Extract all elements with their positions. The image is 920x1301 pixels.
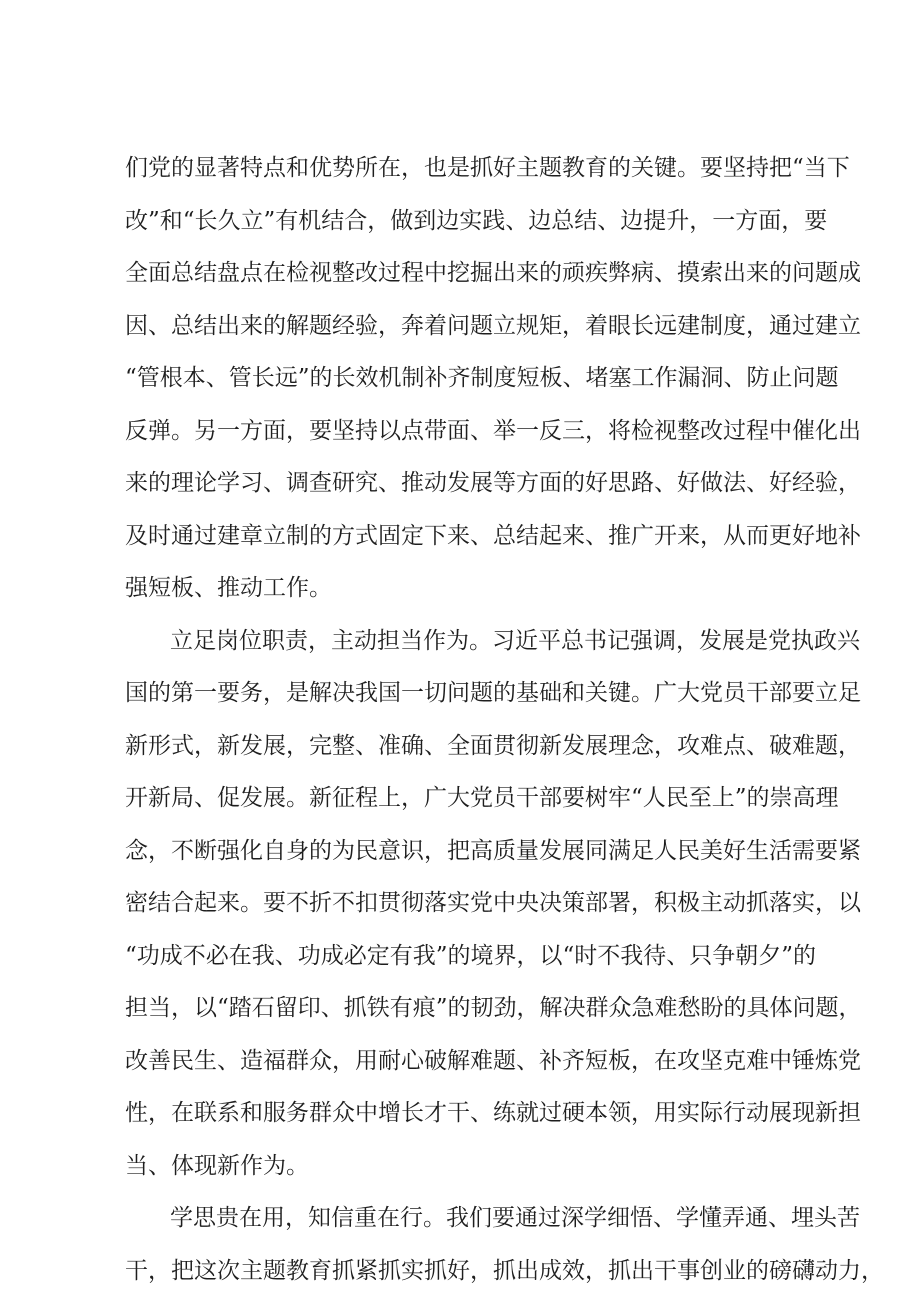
line-text: 改善民生、造福群众，用耐心破解难题、补齐短板，在攻坚克难中锤炼党 xyxy=(125,1048,861,1074)
line-text: 性，在联系和服务群众中增长才干、练就过硬本领，用实际行动展现新担 xyxy=(125,1100,861,1126)
text-line xyxy=(0,938,920,974)
line-text: 干，把这次主题教育抓紧抓实抓好，抓出成效，抓出干事创业的磅礴动力， xyxy=(125,1258,884,1284)
line-text: “功成不必在我、功成必定有我”的境界，以“时不我待、只争朝夕”的 xyxy=(125,943,817,969)
text-line xyxy=(0,780,920,816)
line-text: 反弹。另一方面，要坚持以点带面、举一反三，将检视整改过程中催化出 xyxy=(125,418,861,444)
text-line xyxy=(0,518,920,554)
line-text: 立足岗位职责，主动担当作为。习近平总书记强调，发展是党执政兴 xyxy=(170,628,860,654)
text-line xyxy=(0,675,920,711)
text-line xyxy=(0,308,920,344)
line-text: 学思贵在用，知信重在行。我们要通过深学细悟、学懂弄通、埋头苦 xyxy=(170,1205,860,1231)
line-text: 及时通过建章立制的方式固定下来、总结起来、推广开来，从而更好地补 xyxy=(125,523,861,549)
line-text: 强短板、推动工作。 xyxy=(125,575,332,601)
line-text: 当、体现新作为。 xyxy=(125,1153,309,1179)
line-text: 开新局、促发展。新征程上，广大党员干部要树牢“人民至上”的崇高理 xyxy=(125,785,839,811)
text-line xyxy=(0,203,920,239)
text-line xyxy=(0,623,920,659)
text-line xyxy=(0,1148,920,1184)
line-text: 担当，以“踏石留印、抓铁有痕”的韧劲，解决群众急难愁盼的具体问题， xyxy=(125,995,862,1021)
text-line xyxy=(0,833,920,869)
text-line xyxy=(0,1253,920,1289)
text-line xyxy=(0,465,920,501)
line-text: 念，不断强化自身的为民意识，把高质量发展同满足人民美好生活需要紧 xyxy=(125,838,861,864)
line-text: 国的第一要务，是解决我国一切问题的基础和关键。广大党员干部要立足 xyxy=(125,680,861,706)
text-line xyxy=(0,570,920,606)
text-line xyxy=(0,1200,920,1236)
line-text: 来的理论学习、调查研究、推动发展等方面的好思路、好做法、好经验， xyxy=(125,470,861,496)
line-text: 因、总结出来的解题经验，奔着问题立规矩，着眼长远建制度，通过建立 xyxy=(125,313,861,339)
text-line xyxy=(0,1095,920,1131)
text-line xyxy=(0,360,920,396)
text-line xyxy=(0,255,920,291)
text-line xyxy=(0,885,920,921)
text-line xyxy=(0,1043,920,1079)
line-text: 全面总结盘点在检视整改过程中挖掘出来的顽疾弊病、摸索出来的问题成 xyxy=(125,260,861,286)
text-line xyxy=(0,728,920,764)
line-text: 新形式，新发展，完整、准确、全面贯彻新发展理念，攻难点、破难题， xyxy=(125,733,861,759)
line-text: 们党的显著特点和优势所在，也是抓好主题教育的关键。要坚持把“当下 xyxy=(125,155,850,181)
text-line xyxy=(0,990,920,1026)
text-line xyxy=(0,413,920,449)
line-text: 改”和“长久立”有机结合，做到边实践、边总结、边提升，一方面，要 xyxy=(125,208,828,234)
line-text: “管根本、管长远”的长效机制补齐制度短板、堵塞工作漏洞、防止问题 xyxy=(125,365,839,391)
line-text: 密结合起来。要不折不扣贯彻落实党中央决策部署，积极主动抓落实，以 xyxy=(125,890,861,916)
text-line xyxy=(0,150,920,186)
